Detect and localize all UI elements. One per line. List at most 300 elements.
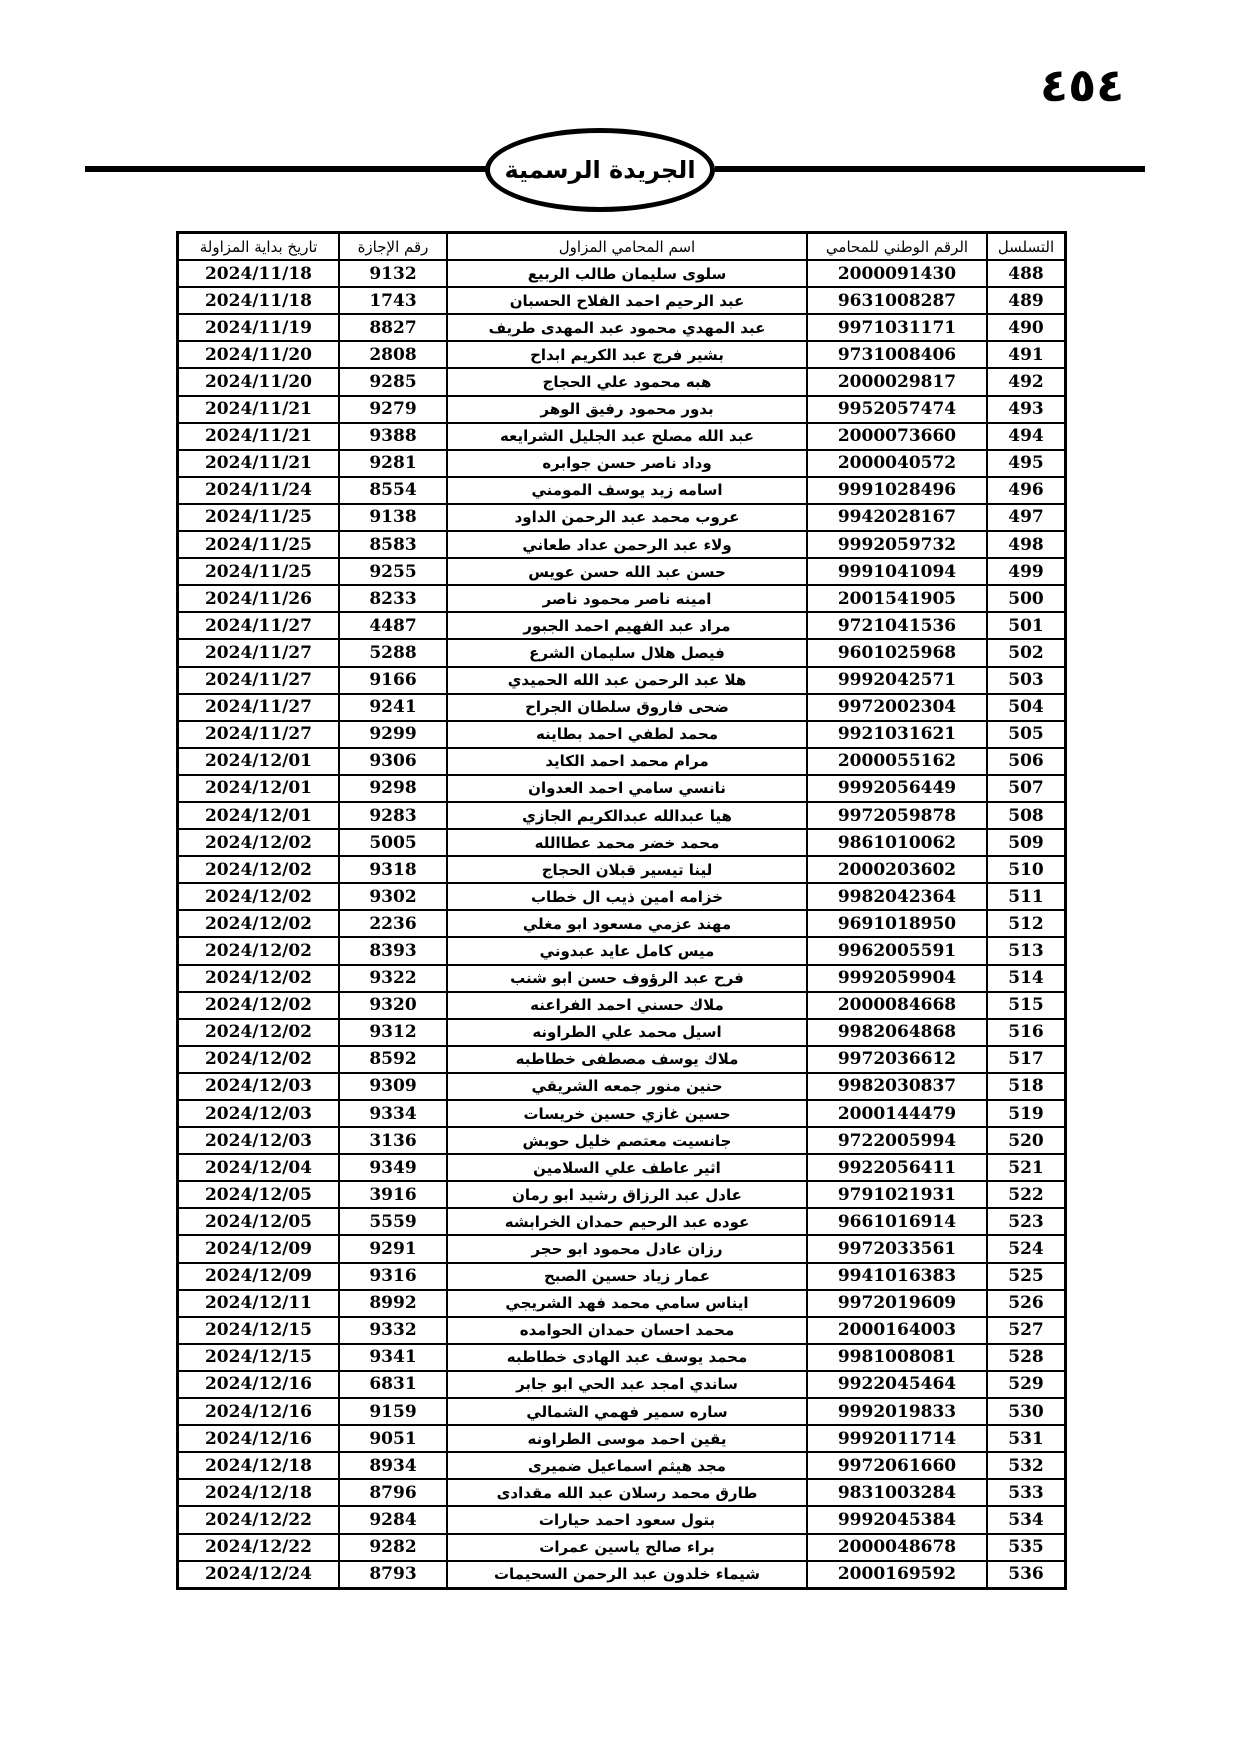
cell-license-number: 9285 xyxy=(339,368,447,395)
table-row xyxy=(178,260,1065,287)
table-row xyxy=(178,531,1065,558)
cell-serial: 514 xyxy=(987,965,1065,992)
cell-national-id: 9861010062 xyxy=(807,829,987,856)
cell-serial: 499 xyxy=(987,558,1065,585)
cell-serial: 489 xyxy=(987,287,1065,314)
cell-national-id: 9992059904 xyxy=(807,965,987,992)
cell-national-id: 9992019833 xyxy=(807,1398,987,1425)
cell-national-id: 2000091430 xyxy=(807,260,987,287)
cell-serial: 507 xyxy=(987,775,1065,802)
cell-serial: 531 xyxy=(987,1425,1065,1452)
cell-lawyer-name: محمد لطفي احمد بطاينه xyxy=(447,721,807,748)
cell-start-date: 2024/12/15 xyxy=(178,1344,339,1371)
cell-license-number: 9255 xyxy=(339,558,447,585)
cell-license-number: 9282 xyxy=(339,1534,447,1561)
cell-serial: 511 xyxy=(987,883,1065,910)
cell-serial: 527 xyxy=(987,1317,1065,1344)
table-row xyxy=(178,639,1065,666)
cell-start-date: 2024/12/24 xyxy=(178,1561,339,1588)
cell-license-number: 3916 xyxy=(339,1181,447,1208)
table-body xyxy=(178,260,1065,1588)
table-row xyxy=(178,477,1065,504)
cell-lawyer-name: اثير عاطف علي السلامين xyxy=(447,1154,807,1181)
cell-serial: 529 xyxy=(987,1371,1065,1398)
cell-serial: 491 xyxy=(987,341,1065,368)
cell-license-number: 9316 xyxy=(339,1263,447,1290)
cell-serial: 522 xyxy=(987,1181,1065,1208)
cell-lawyer-name: سلوى سليمان طالب الربيع xyxy=(447,260,807,287)
cell-license-number: 6831 xyxy=(339,1371,447,1398)
cell-serial: 488 xyxy=(987,260,1065,287)
cell-national-id: 9972059878 xyxy=(807,802,987,829)
table-row xyxy=(178,1073,1065,1100)
cell-serial: 501 xyxy=(987,612,1065,639)
cell-lawyer-name: عبد الرحيم احمد الفلاح الحسبان xyxy=(447,287,807,314)
cell-license-number: 1743 xyxy=(339,287,447,314)
cell-start-date: 2024/11/18 xyxy=(178,260,339,287)
table-row xyxy=(178,1100,1065,1127)
cell-national-id: 9992042571 xyxy=(807,667,987,694)
cell-lawyer-name: ملاك حسني احمد الفراعنه xyxy=(447,992,807,1019)
cell-start-date: 2024/11/27 xyxy=(178,639,339,666)
cell-lawyer-name: عمار زياد حسين الصبح xyxy=(447,1263,807,1290)
cell-start-date: 2024/11/21 xyxy=(178,396,339,423)
cell-lawyer-name: نانسي سامي احمد العدوان xyxy=(447,775,807,802)
cell-start-date: 2024/11/21 xyxy=(178,450,339,477)
cell-lawyer-name: شيماء خلدون عبد الرحمن السحيمات xyxy=(447,1561,807,1588)
cell-national-id: 9631008287 xyxy=(807,287,987,314)
cell-national-id: 2000040572 xyxy=(807,450,987,477)
cell-national-id: 2000055162 xyxy=(807,748,987,775)
cell-license-number: 8583 xyxy=(339,531,447,558)
table-row xyxy=(178,287,1065,314)
table-row xyxy=(178,965,1065,992)
cell-start-date: 2024/12/04 xyxy=(178,1154,339,1181)
cell-serial: 516 xyxy=(987,1019,1065,1046)
table-row xyxy=(178,1046,1065,1073)
cell-lawyer-name: ساره سمير فهمي الشمالي xyxy=(447,1398,807,1425)
cell-license-number: 9159 xyxy=(339,1398,447,1425)
cell-lawyer-name: طارق محمد رسلان عبد الله مقدادى xyxy=(447,1479,807,1506)
cell-national-id: 9731008406 xyxy=(807,341,987,368)
cell-serial: 500 xyxy=(987,585,1065,612)
cell-start-date: 2024/11/20 xyxy=(178,368,339,395)
cell-national-id: 9981008081 xyxy=(807,1344,987,1371)
table-row xyxy=(178,1019,1065,1046)
cell-start-date: 2024/11/25 xyxy=(178,531,339,558)
cell-start-date: 2024/12/16 xyxy=(178,1425,339,1452)
cell-lawyer-name: مرام محمد احمد الكايد xyxy=(447,748,807,775)
cell-start-date: 2024/12/05 xyxy=(178,1181,339,1208)
cell-license-number: 9309 xyxy=(339,1073,447,1100)
table-row xyxy=(178,368,1065,395)
cell-national-id: 9982042364 xyxy=(807,883,987,910)
cell-license-number: 9388 xyxy=(339,423,447,450)
cell-start-date: 2024/12/03 xyxy=(178,1100,339,1127)
cell-national-id: 9972061660 xyxy=(807,1452,987,1479)
cell-lawyer-name: ساندي امجد عبد الحي ابو جابر xyxy=(447,1371,807,1398)
cell-license-number: 9283 xyxy=(339,802,447,829)
lawyers-table xyxy=(176,231,1067,1590)
table-row xyxy=(178,314,1065,341)
table-row xyxy=(178,748,1065,775)
cell-start-date: 2024/12/02 xyxy=(178,937,339,964)
cell-license-number: 2808 xyxy=(339,341,447,368)
cell-start-date: 2024/12/02 xyxy=(178,1046,339,1073)
cell-start-date: 2024/12/01 xyxy=(178,775,339,802)
table-row xyxy=(178,992,1065,1019)
cell-start-date: 2024/12/02 xyxy=(178,992,339,1019)
cell-license-number: 9341 xyxy=(339,1344,447,1371)
cell-start-date: 2024/11/18 xyxy=(178,287,339,314)
cell-lawyer-name: حنين منور جمعه الشريقي xyxy=(447,1073,807,1100)
cell-license-number: 5005 xyxy=(339,829,447,856)
cell-lawyer-name: بشير فرج عبد الكريم ابداح xyxy=(447,341,807,368)
cell-serial: 536 xyxy=(987,1561,1065,1588)
cell-lawyer-name: خزامه امين ذيب ال خطاب xyxy=(447,883,807,910)
cell-lawyer-name: رزان عادل محمود ابو حجر xyxy=(447,1235,807,1262)
cell-national-id: 2000144479 xyxy=(807,1100,987,1127)
header-rule-right xyxy=(715,166,1145,172)
cell-serial: 519 xyxy=(987,1100,1065,1127)
cell-start-date: 2024/12/02 xyxy=(178,829,339,856)
cell-start-date: 2024/12/03 xyxy=(178,1073,339,1100)
table-row xyxy=(178,341,1065,368)
cell-serial: 496 xyxy=(987,477,1065,504)
cell-start-date: 2024/12/11 xyxy=(178,1290,339,1317)
cell-start-date: 2024/12/22 xyxy=(178,1506,339,1533)
cell-serial: 530 xyxy=(987,1398,1065,1425)
cell-license-number: 9241 xyxy=(339,694,447,721)
cell-serial: 512 xyxy=(987,910,1065,937)
cell-serial: 498 xyxy=(987,531,1065,558)
cell-start-date: 2024/12/01 xyxy=(178,802,339,829)
cell-license-number: 9138 xyxy=(339,504,447,531)
cell-lawyer-name: جانسيت معتصم خليل حوبش xyxy=(447,1127,807,1154)
cell-license-number: 4487 xyxy=(339,612,447,639)
table-row xyxy=(178,585,1065,612)
cell-license-number: 8827 xyxy=(339,314,447,341)
cell-start-date: 2024/11/27 xyxy=(178,667,339,694)
cell-lawyer-name: ميس كامل عايد عبدوني xyxy=(447,937,807,964)
column-header-serial: التسلسل xyxy=(987,233,1065,260)
cell-start-date: 2024/12/02 xyxy=(178,883,339,910)
cell-serial: 533 xyxy=(987,1479,1065,1506)
cell-serial: 534 xyxy=(987,1506,1065,1533)
cell-start-date: 2024/12/03 xyxy=(178,1127,339,1154)
cell-national-id: 2000164003 xyxy=(807,1317,987,1344)
cell-lawyer-name: بتول سعود احمد حيارات xyxy=(447,1506,807,1533)
table-row xyxy=(178,1425,1065,1452)
cell-license-number: 8934 xyxy=(339,1452,447,1479)
cell-start-date: 2024/11/25 xyxy=(178,558,339,585)
cell-national-id: 2000169592 xyxy=(807,1561,987,1588)
cell-start-date: 2024/12/16 xyxy=(178,1398,339,1425)
cell-serial: 504 xyxy=(987,694,1065,721)
cell-national-id: 9992059732 xyxy=(807,531,987,558)
cell-lawyer-name: محمد احسان حمدان الحوامده xyxy=(447,1317,807,1344)
cell-start-date: 2024/12/15 xyxy=(178,1317,339,1344)
cell-start-date: 2024/11/20 xyxy=(178,341,339,368)
table-row xyxy=(178,1534,1065,1561)
cell-start-date: 2024/12/02 xyxy=(178,1019,339,1046)
cell-national-id: 9982030837 xyxy=(807,1073,987,1100)
cell-license-number: 9166 xyxy=(339,667,447,694)
cell-serial: 497 xyxy=(987,504,1065,531)
cell-license-number: 9312 xyxy=(339,1019,447,1046)
cell-start-date: 2024/12/09 xyxy=(178,1263,339,1290)
table-row xyxy=(178,1317,1065,1344)
cell-lawyer-name: فيصل هلال سليمان الشرع xyxy=(447,639,807,666)
cell-serial: 532 xyxy=(987,1452,1065,1479)
cell-license-number: 3136 xyxy=(339,1127,447,1154)
cell-serial: 518 xyxy=(987,1073,1065,1100)
cell-start-date: 2024/12/18 xyxy=(178,1479,339,1506)
table-row xyxy=(178,504,1065,531)
cell-license-number: 8796 xyxy=(339,1479,447,1506)
cell-lawyer-name: عبد المهدي محمود عبد المهدى طريف xyxy=(447,314,807,341)
cell-national-id: 9992045384 xyxy=(807,1506,987,1533)
cell-national-id: 9721041536 xyxy=(807,612,987,639)
cell-license-number: 9281 xyxy=(339,450,447,477)
cell-license-number: 8393 xyxy=(339,937,447,964)
cell-license-number: 9132 xyxy=(339,260,447,287)
cell-start-date: 2024/12/22 xyxy=(178,1534,339,1561)
cell-national-id: 2001541905 xyxy=(807,585,987,612)
cell-lawyer-name: يقين احمد موسى الطراونه xyxy=(447,1425,807,1452)
cell-serial: 510 xyxy=(987,856,1065,883)
cell-serial: 528 xyxy=(987,1344,1065,1371)
page-number: ٤٥٤ xyxy=(1040,58,1125,112)
cell-serial: 508 xyxy=(987,802,1065,829)
table-row xyxy=(178,829,1065,856)
table-row xyxy=(178,910,1065,937)
cell-serial: 506 xyxy=(987,748,1065,775)
cell-national-id: 9982064868 xyxy=(807,1019,987,1046)
cell-start-date: 2024/12/16 xyxy=(178,1371,339,1398)
cell-start-date: 2024/12/18 xyxy=(178,1452,339,1479)
cell-lawyer-name: مهند عزمي مسعود ابو مغلي xyxy=(447,910,807,937)
cell-lawyer-name: امينه ناصر محمود ناصر xyxy=(447,585,807,612)
header-rule-left xyxy=(85,166,495,172)
column-header-license: رقم الإجازة xyxy=(339,233,447,260)
cell-lawyer-name: بدور محمود رفيق الوهر xyxy=(447,396,807,423)
cell-start-date: 2024/12/02 xyxy=(178,856,339,883)
cell-national-id: 2000073660 xyxy=(807,423,987,450)
cell-license-number: 8554 xyxy=(339,477,447,504)
table-row xyxy=(178,1479,1065,1506)
cell-license-number: 8592 xyxy=(339,1046,447,1073)
column-header-start-date: تاريخ بداية المزاولة xyxy=(178,233,339,260)
cell-lawyer-name: اسيل محمد علي الطراونه xyxy=(447,1019,807,1046)
table-row xyxy=(178,802,1065,829)
cell-national-id: 9922045464 xyxy=(807,1371,987,1398)
cell-national-id: 9991028496 xyxy=(807,477,987,504)
cell-start-date: 2024/12/09 xyxy=(178,1235,339,1262)
cell-serial: 494 xyxy=(987,423,1065,450)
cell-national-id: 9942028167 xyxy=(807,504,987,531)
table-row xyxy=(178,1235,1065,1262)
cell-serial: 509 xyxy=(987,829,1065,856)
cell-serial: 526 xyxy=(987,1290,1065,1317)
table-row xyxy=(178,694,1065,721)
cell-lawyer-name: حسين غازي حسين خريسات xyxy=(447,1100,807,1127)
column-header-national-id: الرقم الوطني للمحامي xyxy=(807,233,987,260)
cell-serial: 490 xyxy=(987,314,1065,341)
cell-license-number: 2236 xyxy=(339,910,447,937)
cell-lawyer-name: عادل عبد الرزاق رشيد ابو رمان xyxy=(447,1181,807,1208)
cell-start-date: 2024/11/21 xyxy=(178,423,339,450)
cell-license-number: 8793 xyxy=(339,1561,447,1588)
cell-national-id: 9972036612 xyxy=(807,1046,987,1073)
cell-lawyer-name: ولاء عبد الرحمن عداد طعاني xyxy=(447,531,807,558)
cell-lawyer-name: هيا عبدالله عبدالكريم الجازي xyxy=(447,802,807,829)
cell-national-id: 9992011714 xyxy=(807,1425,987,1452)
cell-lawyer-name: ايناس سامي محمد فهد الشريجي xyxy=(447,1290,807,1317)
table-row xyxy=(178,721,1065,748)
gazette-title: الجريدة الرسمية xyxy=(485,128,715,212)
cell-national-id: 9922056411 xyxy=(807,1154,987,1181)
column-header-name: اسم المحامي المزاول xyxy=(447,233,807,260)
table-row xyxy=(178,612,1065,639)
cell-national-id: 9722005994 xyxy=(807,1127,987,1154)
cell-national-id: 9661016914 xyxy=(807,1208,987,1235)
cell-start-date: 2024/11/26 xyxy=(178,585,339,612)
cell-lawyer-name: اسامه زيد يوسف المومني xyxy=(447,477,807,504)
cell-national-id: 2000048678 xyxy=(807,1534,987,1561)
cell-license-number: 9332 xyxy=(339,1317,447,1344)
table-row xyxy=(178,1344,1065,1371)
cell-start-date: 2024/11/25 xyxy=(178,504,339,531)
table-row xyxy=(178,1371,1065,1398)
cell-license-number: 9051 xyxy=(339,1425,447,1452)
cell-national-id: 9972019609 xyxy=(807,1290,987,1317)
table-row xyxy=(178,1263,1065,1290)
cell-license-number: 9320 xyxy=(339,992,447,1019)
cell-lawyer-name: ملاك يوسف مصطفى خطاطبه xyxy=(447,1046,807,1073)
cell-national-id: 9962005591 xyxy=(807,937,987,964)
cell-lawyer-name: مجد هيثم اسماعيل ضميرى xyxy=(447,1452,807,1479)
cell-license-number: 9306 xyxy=(339,748,447,775)
table-row xyxy=(178,1452,1065,1479)
cell-serial: 502 xyxy=(987,639,1065,666)
cell-license-number: 5288 xyxy=(339,639,447,666)
cell-license-number: 9299 xyxy=(339,721,447,748)
cell-lawyer-name: محمد خضر محمد عطاالله xyxy=(447,829,807,856)
cell-start-date: 2024/11/27 xyxy=(178,721,339,748)
table-row xyxy=(178,1208,1065,1235)
cell-start-date: 2024/12/02 xyxy=(178,910,339,937)
cell-serial: 515 xyxy=(987,992,1065,1019)
cell-national-id: 2000203602 xyxy=(807,856,987,883)
cell-start-date: 2024/12/05 xyxy=(178,1208,339,1235)
cell-national-id: 9991041094 xyxy=(807,558,987,585)
cell-start-date: 2024/11/27 xyxy=(178,612,339,639)
cell-lawyer-name: وداد ناصر حسن جوابره xyxy=(447,450,807,477)
cell-serial: 517 xyxy=(987,1046,1065,1073)
cell-lawyer-name: فرح عبد الرؤوف حسن ابو شنب xyxy=(447,965,807,992)
cell-national-id: 9971031171 xyxy=(807,314,987,341)
cell-lawyer-name: محمد يوسف عبد الهادى خطاطبه xyxy=(447,1344,807,1371)
table-row xyxy=(178,396,1065,423)
cell-lawyer-name: لينا تيسير قبلان الحجاج xyxy=(447,856,807,883)
table-row xyxy=(178,856,1065,883)
cell-national-id: 9691018950 xyxy=(807,910,987,937)
cell-license-number: 9318 xyxy=(339,856,447,883)
table-row xyxy=(178,1154,1065,1181)
table-row xyxy=(178,1290,1065,1317)
cell-serial: 513 xyxy=(987,937,1065,964)
table-row xyxy=(178,558,1065,585)
cell-national-id: 2000029817 xyxy=(807,368,987,395)
cell-national-id: 9941016383 xyxy=(807,1263,987,1290)
cell-start-date: 2024/11/19 xyxy=(178,314,339,341)
table-row xyxy=(178,1506,1065,1533)
table-row xyxy=(178,883,1065,910)
table-row xyxy=(178,1398,1065,1425)
cell-serial: 505 xyxy=(987,721,1065,748)
cell-license-number: 9291 xyxy=(339,1235,447,1262)
cell-serial: 493 xyxy=(987,396,1065,423)
cell-lawyer-name: ضحى فاروق سلطان الجراح xyxy=(447,694,807,721)
table-row xyxy=(178,1561,1065,1588)
cell-national-id: 9921031621 xyxy=(807,721,987,748)
cell-start-date: 2024/11/24 xyxy=(178,477,339,504)
cell-lawyer-name: حسن عبد الله حسن عويس xyxy=(447,558,807,585)
cell-serial: 492 xyxy=(987,368,1065,395)
cell-license-number: 9298 xyxy=(339,775,447,802)
cell-license-number: 8233 xyxy=(339,585,447,612)
cell-serial: 503 xyxy=(987,667,1065,694)
cell-license-number: 9302 xyxy=(339,883,447,910)
table-row xyxy=(178,450,1065,477)
cell-license-number: 9349 xyxy=(339,1154,447,1181)
cell-serial: 520 xyxy=(987,1127,1065,1154)
cell-lawyer-name: مراد عبد الفهيم احمد الجبور xyxy=(447,612,807,639)
cell-license-number: 5559 xyxy=(339,1208,447,1235)
cell-national-id: 9791021931 xyxy=(807,1181,987,1208)
cell-license-number: 9284 xyxy=(339,1506,447,1533)
cell-serial: 525 xyxy=(987,1263,1065,1290)
cell-lawyer-name: هبه محمود علي الحجاج xyxy=(447,368,807,395)
cell-start-date: 2024/12/02 xyxy=(178,965,339,992)
cell-national-id: 9972002304 xyxy=(807,694,987,721)
cell-start-date: 2024/12/01 xyxy=(178,748,339,775)
cell-national-id: 9831003284 xyxy=(807,1479,987,1506)
cell-license-number: 8992 xyxy=(339,1290,447,1317)
cell-serial: 523 xyxy=(987,1208,1065,1235)
cell-license-number: 9322 xyxy=(339,965,447,992)
cell-license-number: 9334 xyxy=(339,1100,447,1127)
cell-serial: 524 xyxy=(987,1235,1065,1262)
cell-national-id: 9992056449 xyxy=(807,775,987,802)
table-row xyxy=(178,1181,1065,1208)
table-row xyxy=(178,1127,1065,1154)
cell-serial: 495 xyxy=(987,450,1065,477)
cell-lawyer-name: براء صالح ياسين عمرات xyxy=(447,1534,807,1561)
cell-lawyer-name: عبد الله مصلح عبد الجليل الشرايعه xyxy=(447,423,807,450)
table-row xyxy=(178,423,1065,450)
cell-lawyer-name: هلا عبد الرحمن عبد الله الحميدي xyxy=(447,667,807,694)
cell-national-id: 9601025968 xyxy=(807,639,987,666)
table-header-row xyxy=(178,233,1065,260)
cell-license-number: 9279 xyxy=(339,396,447,423)
cell-lawyer-name: عوده عبد الرحيم حمدان الخرابشه xyxy=(447,1208,807,1235)
cell-start-date: 2024/11/27 xyxy=(178,694,339,721)
table-row xyxy=(178,937,1065,964)
cell-national-id: 2000084668 xyxy=(807,992,987,1019)
cell-serial: 535 xyxy=(987,1534,1065,1561)
